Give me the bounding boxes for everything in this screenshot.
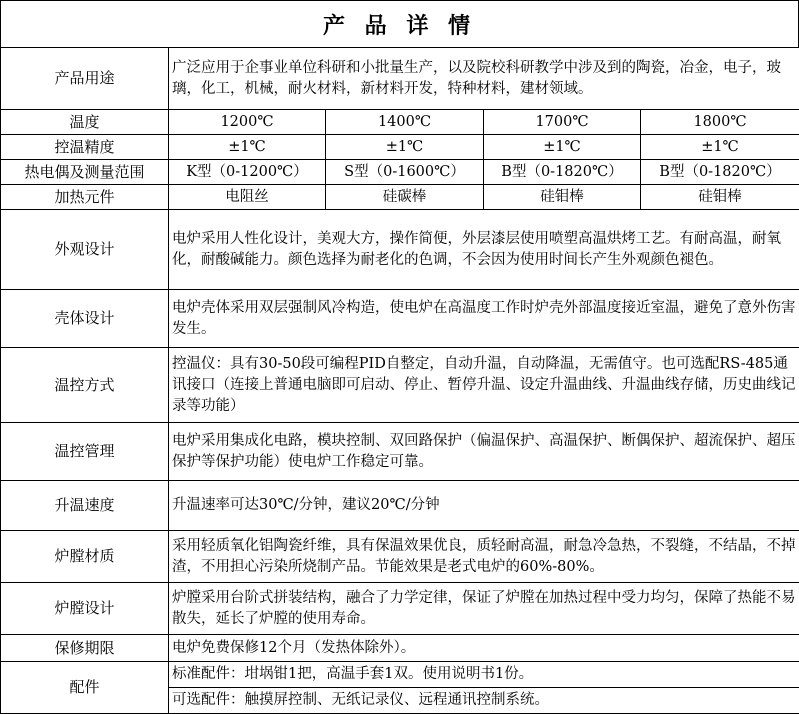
row-thermocouple [1, 160, 799, 185]
row-label-appearance: 外观设计 [1, 210, 169, 290]
row-label-chamber-material: 炉膛材质 [1, 531, 169, 583]
row-label-heating-element: 加热元件 [1, 185, 169, 210]
row-chamber-material [1, 531, 799, 583]
control-management-text: 电炉采用集成化电路，模块控制、双回路保护（偏温保护、高温保护、断偶保护、超流保护、超压保护等保护功能）使电炉工作稳定可靠。 [169, 423, 799, 481]
thermocouple-value: K型（0-1200℃） [169, 160, 326, 185]
row-label-shell: 壳体设计 [1, 290, 169, 348]
thermocouple-value: B型（0-1820℃） [641, 160, 799, 185]
row-label-thermocouple: 热电偶及测量范围 [1, 160, 169, 185]
temperature-value: 1800℃ [641, 110, 799, 135]
row-control-management [1, 423, 799, 481]
row-warranty [1, 635, 799, 662]
thermocouple-value: S型（0-1600℃） [326, 160, 484, 185]
heating-element-value: 电阻丝 [169, 185, 326, 210]
row-label-accuracy: 控温精度 [1, 135, 169, 160]
accuracy-value: ±1℃ [484, 135, 641, 160]
temperature-value: 1400℃ [326, 110, 484, 135]
row-label-accessories: 配件 [1, 662, 169, 714]
row-chamber-design [1, 583, 799, 635]
row-usage [1, 48, 799, 110]
accuracy-value: ±1℃ [326, 135, 484, 160]
product-details-table [0, 47, 799, 714]
warranty-text: 电炉免费保修12个月（发热体除外）。 [169, 635, 799, 662]
accuracy-value: ±1℃ [641, 135, 799, 160]
row-appearance [1, 210, 799, 290]
row-heating-rate [1, 481, 799, 531]
chamber-material-text: 采用轻质氧化铝陶瓷纤维，具有保温效果优良，质轻耐高温，耐急冷急热，不裂缝，不结晶，不掉渣，不用担心污染所烧制产品。节能效果是老式电炉的60%-80%。 [169, 531, 799, 583]
chamber-design-text: 炉膛采用台阶式拼装结构，融合了力学定律，保证了炉膛在加热过程中受力均匀，保障了热能不易散失，延长了炉膛的使用寿命。 [169, 583, 799, 635]
usage-text: 广泛应用于企事业单位科研和小批量生产，以及院校科研教学中涉及到的陶瓷，冶金，电子，玻璃，化工，机械，耐火材料，新材料开发，特种材料，建材领域。 [169, 48, 799, 110]
row-accuracy [1, 135, 799, 160]
heating-rate-text: 升温速率可达30℃/分钟，建议20℃/分钟 [169, 481, 799, 531]
row-accessories-standard [1, 662, 799, 688]
row-label-temperature: 温度 [1, 110, 169, 135]
row-shell [1, 290, 799, 348]
accuracy-value: ±1℃ [169, 135, 326, 160]
optional-accessories-text: 可选配件：触摸屏控制、无纸记录仪、远程通讯控制系统。 [169, 688, 799, 714]
row-control-mode [1, 348, 799, 423]
temperature-value: 1200℃ [169, 110, 326, 135]
row-label-usage: 产品用途 [1, 48, 169, 110]
heating-element-value: 硅钼棒 [641, 185, 799, 210]
row-label-heating-rate: 升温速度 [1, 481, 169, 531]
standard-accessories-text: 标准配件：坩埚钳1把，高温手套1双。使用说明书1份。 [169, 662, 799, 688]
page-title: 产 品 详 情 [0, 0, 799, 47]
row-label-warranty: 保修期限 [1, 635, 169, 662]
appearance-text: 电炉采用人性化设计，美观大方，操作简便，外层漆层使用喷塑高温烘烤工艺。有耐高温，耐氧化，耐酸碱能力。颜色选择为耐老化的色调，不会因为使用时间长产生外观颜色褪色。 [169, 210, 799, 290]
heating-element-value: 硅钼棒 [484, 185, 641, 210]
row-heating-element [1, 185, 799, 210]
thermocouple-value: B型（0-1820℃） [484, 160, 641, 185]
control-mode-text: 控温仪：具有30-50段可编程PID自整定，自动升温，自动降温，无需值守。也可选配RS-485通讯接口（连接上普通电脑即可启动、停止、暂停升温、设定升温曲线、升温曲线存储，历史曲线记录等功能） [169, 348, 799, 423]
row-label-chamber-design: 炉膛设计 [1, 583, 169, 635]
temperature-value: 1700℃ [484, 110, 641, 135]
row-temperature [1, 110, 799, 135]
row-label-control-management: 温控管理 [1, 423, 169, 481]
row-label-control-mode: 温控方式 [1, 348, 169, 423]
shell-text: 电炉壳体采用双层强制风冷构造，使电炉在高温度工作时炉壳外部温度接近室温，避免了意外伤害发生。 [169, 290, 799, 348]
heating-element-value: 硅碳棒 [326, 185, 484, 210]
